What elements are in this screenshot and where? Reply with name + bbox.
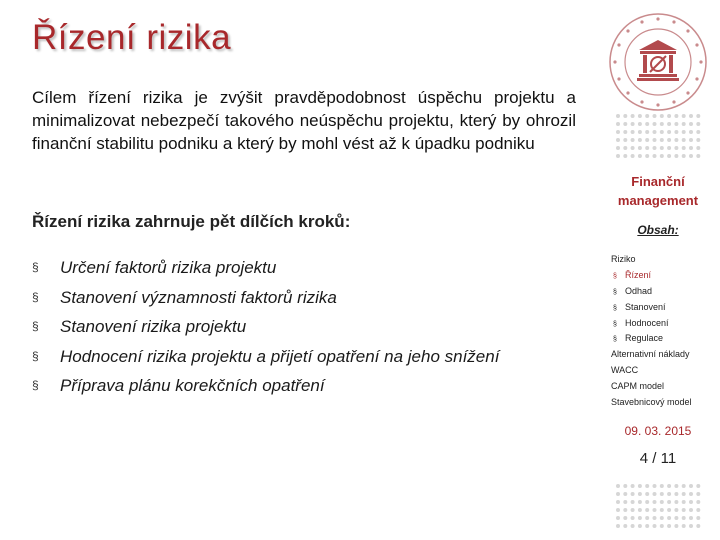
dot xyxy=(660,484,664,488)
dot xyxy=(631,500,635,504)
dot xyxy=(616,138,620,142)
dot xyxy=(667,138,671,142)
dot xyxy=(631,122,635,126)
nav-label: Stanovení xyxy=(625,301,666,312)
dot xyxy=(667,146,671,150)
dot xyxy=(631,492,635,496)
dot xyxy=(638,146,642,150)
dot xyxy=(660,130,664,134)
dot xyxy=(653,500,657,504)
dot xyxy=(645,122,649,126)
dot xyxy=(645,516,649,520)
dot xyxy=(667,484,671,488)
dot xyxy=(674,154,678,158)
bullet-icon: § xyxy=(32,378,39,393)
dot xyxy=(638,524,642,528)
dot xyxy=(689,500,693,504)
dot xyxy=(660,138,664,142)
dot xyxy=(638,500,642,504)
list-item xyxy=(32,253,499,283)
slide-date: 09. 03. 2015 xyxy=(624,424,692,438)
dot xyxy=(674,524,678,528)
dot xyxy=(682,492,686,496)
dot xyxy=(653,516,657,520)
step-text: Určení faktorů rizika projektu xyxy=(60,258,277,277)
dot xyxy=(682,146,686,150)
dot xyxy=(638,122,642,126)
dot xyxy=(696,508,700,512)
dot xyxy=(623,138,627,142)
steps-heading: Řízení rizika zahrnuje pět dílčích kroků: xyxy=(32,212,351,231)
list-item xyxy=(32,342,499,372)
dot xyxy=(638,484,642,488)
dot xyxy=(660,500,664,504)
dot xyxy=(674,516,678,520)
dot xyxy=(623,114,627,118)
step-text: Stanovení významnosti faktorů rizika xyxy=(60,287,337,307)
nav-item-capm-model[interactable]: CAPM model xyxy=(611,381,665,392)
nav-item-stanoveni[interactable] xyxy=(611,300,692,316)
dot xyxy=(616,484,620,488)
dot xyxy=(653,524,657,528)
dot xyxy=(631,114,635,118)
dot xyxy=(616,524,620,528)
dot xyxy=(689,154,693,158)
dot xyxy=(631,130,635,134)
brand-line: management xyxy=(617,193,699,208)
dot xyxy=(689,138,693,142)
nav-item-hodnoceni[interactable] xyxy=(611,316,692,332)
nav-item-alternativni-naklady[interactable]: Alternativní náklady xyxy=(611,349,690,360)
dot xyxy=(689,516,693,520)
list-item xyxy=(32,371,499,401)
dot xyxy=(667,524,671,528)
dot xyxy=(631,146,635,150)
dot xyxy=(623,154,627,158)
dot xyxy=(696,114,700,118)
dot xyxy=(696,524,700,528)
dot xyxy=(645,500,649,504)
dot xyxy=(660,516,664,520)
dot xyxy=(682,500,686,504)
dot xyxy=(631,484,635,488)
nav-item-rizeni[interactable] xyxy=(611,268,692,284)
bullet-icon: § xyxy=(32,260,39,274)
dot xyxy=(696,130,700,134)
dot xyxy=(623,122,627,126)
dot xyxy=(645,524,649,528)
dot xyxy=(638,516,642,520)
dot xyxy=(667,516,671,520)
list-item xyxy=(32,312,499,342)
dot xyxy=(616,492,620,496)
dot xyxy=(623,524,627,528)
dot xyxy=(645,138,649,142)
nav-label: Hodnocení xyxy=(625,317,669,328)
dot xyxy=(645,508,649,512)
dot xyxy=(689,524,693,528)
dot xyxy=(623,130,627,134)
steps-list xyxy=(32,253,499,401)
nav-item-riziko[interactable]: Riziko xyxy=(611,254,636,264)
dot xyxy=(616,146,620,150)
dot xyxy=(674,114,678,118)
dot xyxy=(696,500,700,504)
dot xyxy=(696,516,700,520)
dot xyxy=(631,524,635,528)
bullet-icon: § xyxy=(32,289,39,304)
bullet-icon: § xyxy=(32,319,39,334)
dot xyxy=(645,492,649,496)
dot xyxy=(660,122,664,126)
dot xyxy=(645,484,649,488)
dot xyxy=(689,130,693,134)
dot xyxy=(689,492,693,496)
page-number: 4 / 11 xyxy=(639,450,677,467)
contents-heading: Obsah: xyxy=(637,223,679,237)
dot xyxy=(623,484,627,488)
dot xyxy=(660,154,664,158)
bullet-icon: § xyxy=(613,320,617,328)
bullet-icon: § xyxy=(613,272,617,280)
dot xyxy=(645,114,649,118)
dot xyxy=(623,146,627,150)
dot xyxy=(623,500,627,504)
dot xyxy=(653,484,657,488)
dot xyxy=(653,154,657,158)
dot xyxy=(616,114,620,118)
dot xyxy=(653,508,657,512)
dot xyxy=(667,114,671,118)
dot xyxy=(616,154,620,158)
dot xyxy=(660,146,664,150)
dot xyxy=(674,484,678,488)
dot xyxy=(623,516,627,520)
university-seal-icon xyxy=(606,10,710,114)
dot xyxy=(631,516,635,520)
dot xyxy=(696,484,700,488)
dot xyxy=(696,146,700,150)
dot xyxy=(682,138,686,142)
dot xyxy=(660,492,664,496)
dot xyxy=(682,154,686,158)
bullet-icon: § xyxy=(613,336,617,344)
dot xyxy=(682,524,686,528)
contents-nav xyxy=(611,252,692,411)
dot xyxy=(667,122,671,126)
dot xyxy=(616,500,620,504)
intro-paragraph: Cílem řízení rizika je zvýšit pravděpodobnost úspěchu projektu a minimalizovat nebezpečí takového neúspěchu projektu, který by ohrozil finanční stabilitu podniku a který by mohl vést až k úpadku podniku xyxy=(32,88,576,153)
dot-pattern-icon xyxy=(614,482,702,532)
nav-label: Regulace xyxy=(625,333,664,344)
step-text: Stanovení rizika projektu xyxy=(60,317,247,337)
dot xyxy=(696,492,700,496)
dot xyxy=(653,130,657,134)
dot xyxy=(645,130,649,134)
dot xyxy=(682,484,686,488)
dot xyxy=(689,122,693,126)
dot xyxy=(645,146,649,150)
dot xyxy=(689,508,693,512)
dot xyxy=(674,500,678,504)
dot xyxy=(638,492,642,496)
bullet-icon: § xyxy=(32,348,39,363)
dot xyxy=(660,114,664,118)
dot xyxy=(674,130,678,134)
nav-item-wacc[interactable]: WACC xyxy=(611,365,639,376)
dot xyxy=(638,508,642,512)
dot xyxy=(653,492,657,496)
dot xyxy=(682,114,686,118)
dot xyxy=(638,130,642,134)
dot xyxy=(616,508,620,512)
dot xyxy=(674,508,678,512)
step-text: Příprava plánu korekčních opatření xyxy=(60,376,325,396)
dot-pattern-icon xyxy=(614,112,702,162)
dot xyxy=(638,154,642,158)
dot xyxy=(653,146,657,150)
nav-item-odhad[interactable] xyxy=(611,284,692,300)
nav-label: Řízení xyxy=(625,269,652,280)
dot xyxy=(660,524,664,528)
dot xyxy=(689,114,693,118)
dot xyxy=(682,122,686,126)
dot xyxy=(667,508,671,512)
dot xyxy=(689,146,693,150)
dot xyxy=(689,484,693,488)
dot xyxy=(682,516,686,520)
nav-item-regulace[interactable] xyxy=(611,331,692,347)
dot xyxy=(645,154,649,158)
bullet-icon: § xyxy=(613,304,617,312)
dot xyxy=(631,508,635,512)
dot xyxy=(623,508,627,512)
dot xyxy=(638,138,642,142)
dot xyxy=(616,130,620,134)
dot xyxy=(616,122,620,126)
dot xyxy=(674,492,678,496)
dot xyxy=(682,508,686,512)
dot xyxy=(667,492,671,496)
brand-title xyxy=(606,172,710,210)
list-item xyxy=(32,283,499,313)
dot xyxy=(653,122,657,126)
dot xyxy=(616,516,620,520)
bullet-icon: § xyxy=(613,288,617,296)
brand-line: Finanční xyxy=(631,174,685,189)
dot xyxy=(674,122,678,126)
dot xyxy=(667,154,671,158)
dot xyxy=(667,130,671,134)
dot xyxy=(696,154,700,158)
dot xyxy=(674,138,678,142)
dot xyxy=(674,146,678,150)
dot xyxy=(667,500,671,504)
dot xyxy=(696,138,700,142)
dot xyxy=(631,138,635,142)
nav-item-stavebnicovy-model[interactable]: Stavebnicový model xyxy=(611,397,692,408)
dot xyxy=(653,138,657,142)
dot xyxy=(696,122,700,126)
dot xyxy=(682,130,686,134)
dot xyxy=(653,114,657,118)
dot xyxy=(638,114,642,118)
dot xyxy=(623,492,627,496)
dot xyxy=(660,508,664,512)
step-text: Hodnocení rizika projektu a přijetí opatření na jeho snížení xyxy=(60,346,500,366)
slide-title: Řízení rizika xyxy=(32,18,232,57)
dot xyxy=(631,154,635,158)
nav-label: Odhad xyxy=(625,285,653,296)
